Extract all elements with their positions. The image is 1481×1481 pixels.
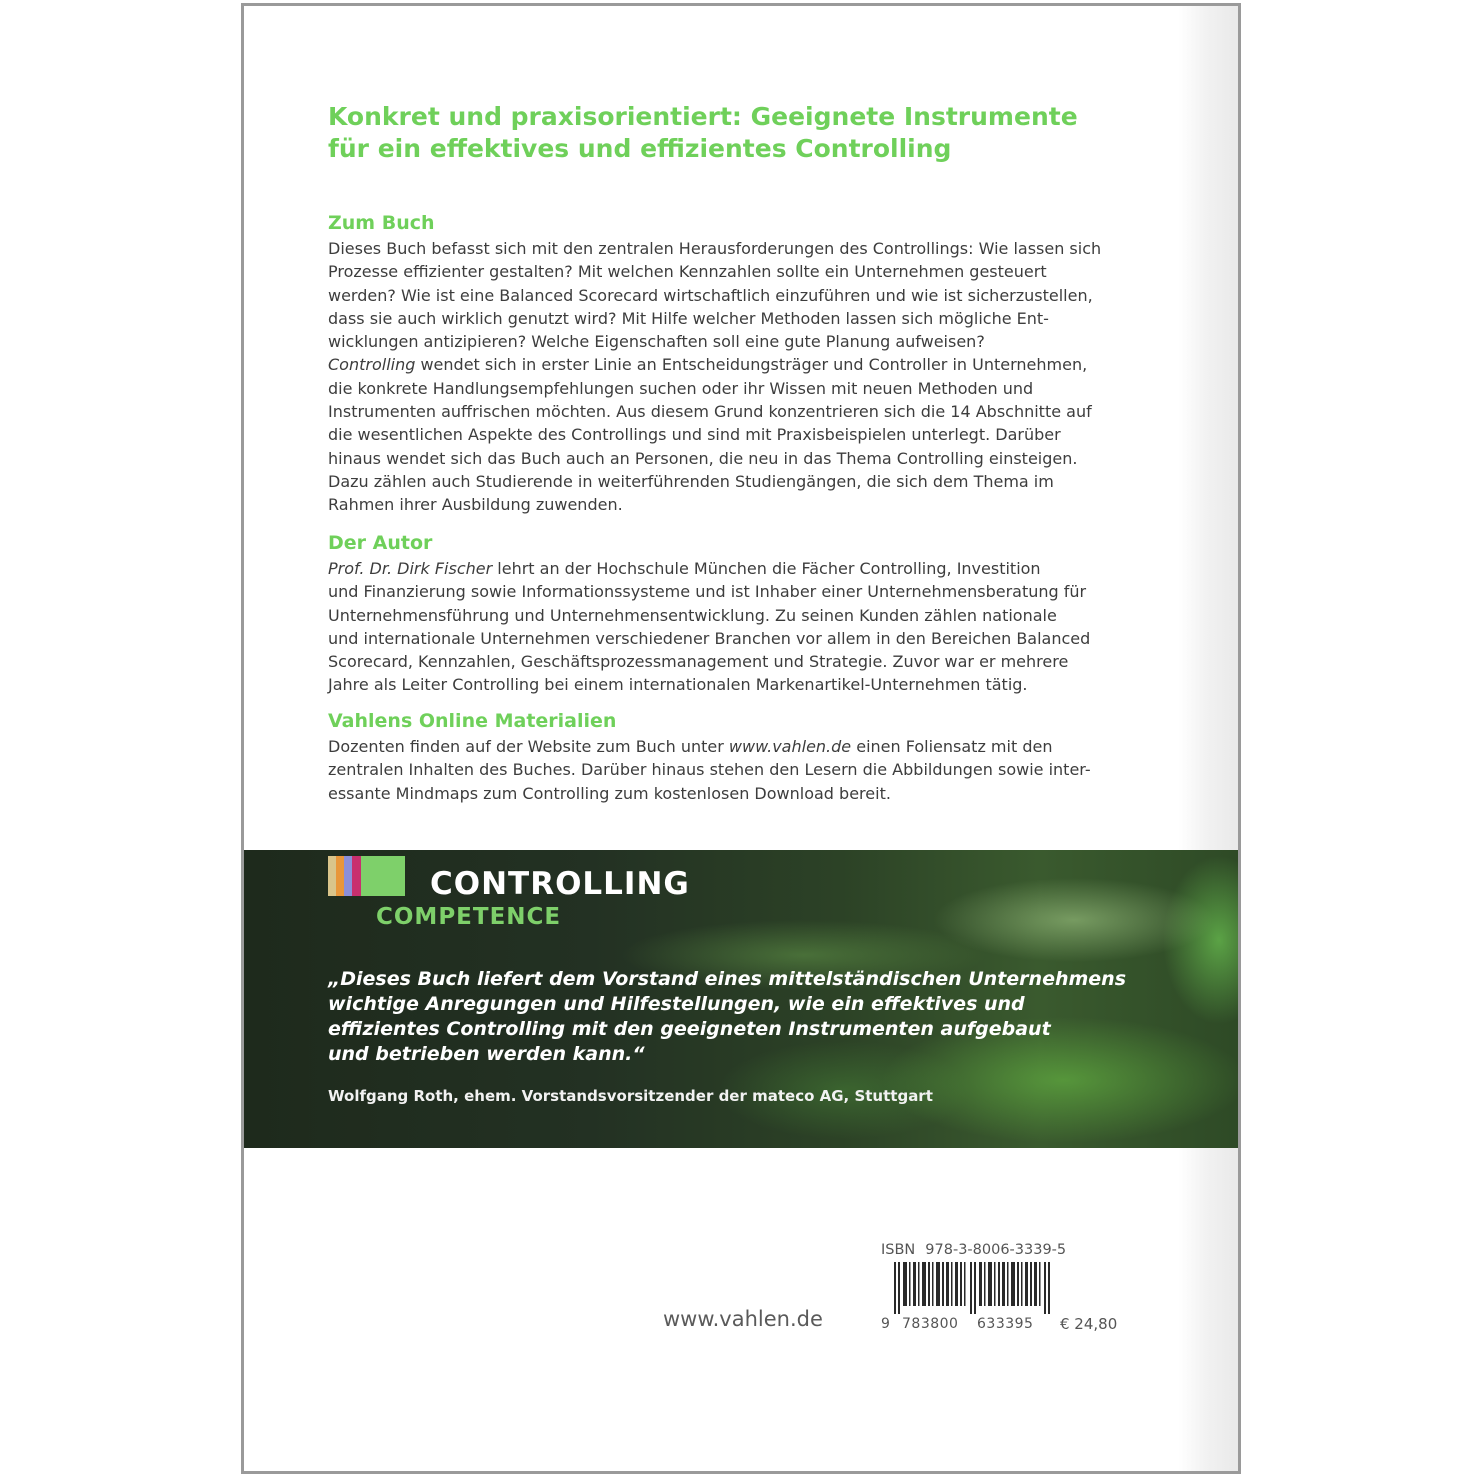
series-title: CONTROLLING (430, 866, 690, 902)
text-line (328, 735, 1148, 758)
text-line: Unternehmensführung und Unternehmensentwicklung. Zu seinen Kunden zählen nationale (328, 605, 1057, 625)
section-heading-author: Der Autor (328, 532, 433, 554)
testimonial-quote (328, 967, 1126, 1067)
text-line (328, 557, 1148, 580)
barcode-digits-left: 783800 (902, 1316, 959, 1332)
isbn-number: 978-3-8006-3339-5 (925, 1242, 1067, 1258)
text-line: die konkrete Handlungsempfehlungen suchen oder ihr Wissen mit neuen Methoden und (328, 378, 1034, 398)
logo-bar-lavender (344, 856, 352, 896)
text-line: Rahmen ihrer Ausbildung zuwenden. (328, 495, 623, 515)
quote-attribution: Wolfgang Roth, ehem. Vorstandsvorsitzender der mateco AG, Stuttgart (328, 1087, 933, 1105)
text-line: essante Mindmaps zum Controlling zum kostenlosen Download bereit. (328, 783, 891, 803)
isbn-line (881, 1241, 1066, 1259)
quote-line: wichtige Anregungen und Hilfestellungen, wie ein effektives und (328, 993, 1025, 1015)
quote-line: „Dieses Buch liefert dem Vorstand eines mittelständischen Unternehmens (328, 968, 1127, 990)
text-line: Dazu zählen auch Studierende in weiterführenden Studiengängen, die sich dem Thema im (328, 471, 1054, 491)
quote-line: und betrieben werden kann.“ (328, 1043, 645, 1065)
text-fragment: Dozenten finden auf der Website zum Buch unter (328, 737, 729, 756)
quote-line: effizientes Controlling mit den geeigneten Instrumenten aufgebaut (328, 1018, 1051, 1040)
series-band (244, 850, 1238, 1148)
logo-bar-beige (328, 856, 336, 896)
title-line-2: für ein effektives und effizientes Controlling (328, 134, 952, 163)
price-label: € 24,80 (1060, 1315, 1118, 1333)
text-line (328, 353, 1148, 376)
text-line: und Finanzierung sowie Informationssysteme und ist Inhaber einer Unternehmensberatung für (328, 582, 1087, 602)
text-line: die wesentlichen Aspekte des Controllings und sind mit Praxisbeispielen unterlegt. Darüber (328, 425, 1061, 445)
series-logo-icon (328, 856, 405, 896)
book-back-cover (241, 3, 1241, 1474)
book-description (328, 237, 1148, 517)
section-online-materials (328, 709, 1148, 805)
text-line: Instrumenten auffrischen möchten. Aus diesem Grund konzentrieren sich die 14 Abschnitte auf (328, 402, 1092, 422)
publisher-website: www.vahlen.de (663, 1307, 823, 1331)
logo-bar-magenta (352, 856, 361, 896)
logo-bar-green (361, 856, 405, 896)
page-title (328, 101, 1088, 165)
section-about-book (328, 211, 1148, 517)
text-line: Jahre als Leiter Controlling bei einem internationalen Markenartikel-Unternehmen tätig. (328, 675, 1028, 695)
logo-bar-orange (336, 856, 344, 896)
online-description (328, 735, 1148, 805)
text-line: dass sie auch wirklich genutzt wird? Mit Hilfe welcher Methoden lassen sich mögliche Ent- (328, 308, 1049, 328)
text-fragment: einen Foliensatz mit den (851, 737, 1053, 756)
text-line: Prozesse effizienter gestalten? Mit welchen Kennzahlen sollte ein Unternehmen gesteuert (328, 262, 1047, 282)
section-heading-online: Vahlens Online Materialien (328, 710, 617, 732)
barcode-icon (894, 1262, 1059, 1314)
text-line: Dieses Buch befasst sich mit den zentralen Herausforderungen des Controllings: Wie lassen sich (328, 239, 1102, 258)
text-line: hinaus wendet sich das Buch auch an Personen, die neu in das Thema Controlling einsteigen. (328, 448, 1078, 468)
text-fragment: wendet sich in erster Linie an Entscheidungsträger und Controller in Unternehmen, (415, 355, 1088, 375)
text-line: zentralen Inhalten des Buches. Darüber hinaus stehen den Lesern die Abbildungen sowie inter- (328, 760, 1091, 780)
text-line: und internationale Unternehmen verschiedener Branchen vor allem in den Bereichen Balanced (328, 628, 1091, 648)
series-subtitle: COMPETENCE (376, 904, 562, 930)
author-description (328, 557, 1148, 697)
website-italic: www.vahlen.de (728, 737, 852, 756)
barcode-digits-right: 633395 (977, 1316, 1034, 1332)
book-title-italic: Controlling (328, 355, 416, 375)
text-fragment: lehrt an der Hochschule München die Fächer Controlling, Investition (492, 559, 1041, 578)
isbn-label: ISBN (881, 1242, 916, 1258)
text-line: werden? Wie ist eine Balanced Scorecard wirtschaftlich einzuführen und wie ist sicherzustellen, (328, 285, 1093, 305)
author-name-italic: Prof. Dr. Dirk Fischer (328, 559, 493, 578)
title-line-1: Konkret und praxisorientiert: Geeignete Instrumente (328, 102, 1078, 131)
barcode-digit-lead: 9 (881, 1316, 890, 1332)
text-line: wicklungen antizipieren? Welche Eigenschaften soll eine gute Planung aufweisen? (328, 332, 985, 352)
section-author (328, 531, 1148, 697)
text-line: Scorecard, Kennzahlen, Geschäftsprozessmanagement und Strategie. Zuvor war er mehrere (328, 652, 1069, 672)
section-heading-book: Zum Buch (328, 212, 435, 234)
